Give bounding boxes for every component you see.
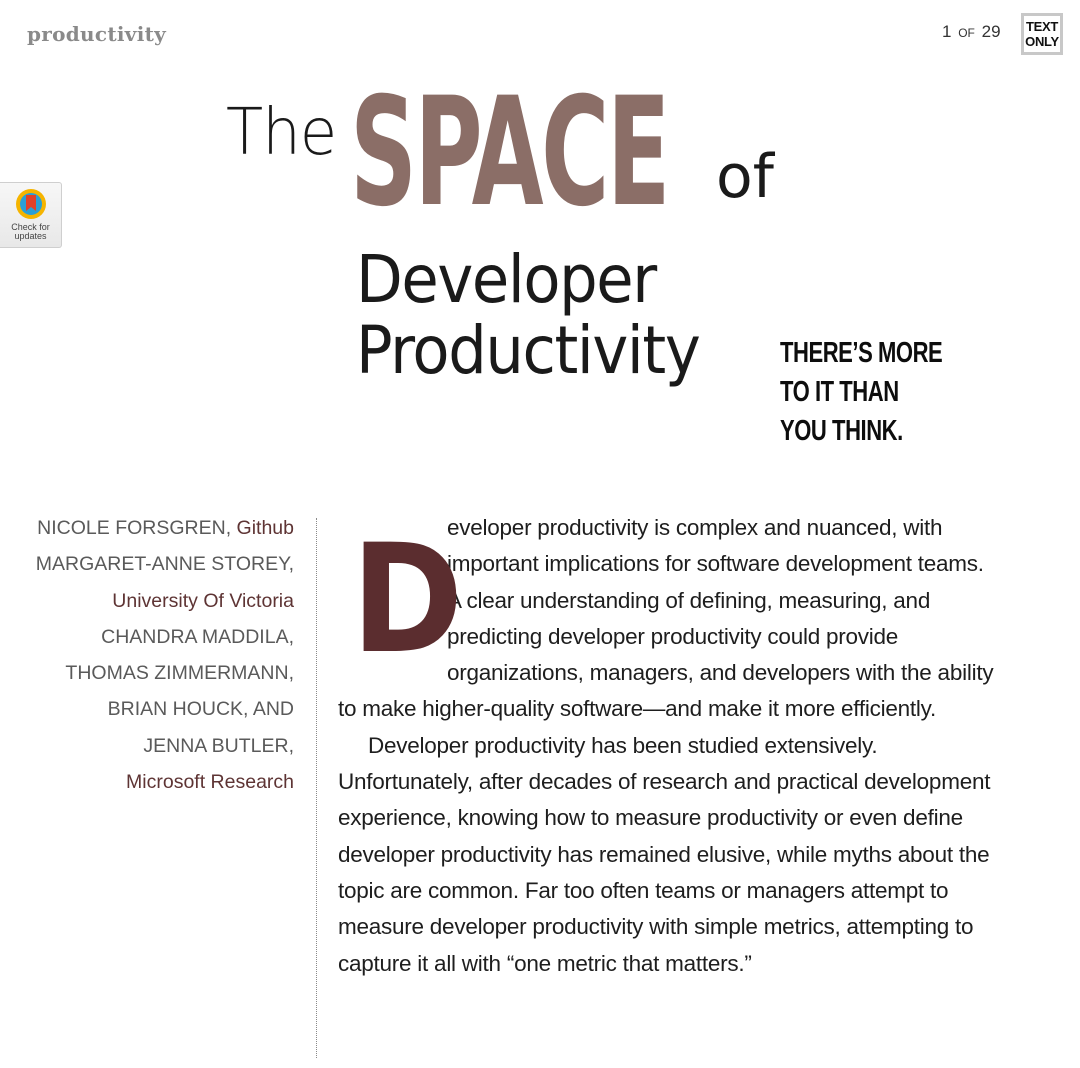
article-body [338, 510, 998, 982]
author-line [0, 655, 294, 691]
page-total: 29 [981, 22, 1001, 41]
check-updates-line2: updates [14, 231, 47, 241]
section-label: productivity [27, 22, 167, 46]
author-affiliation: University Of Victoria [112, 589, 294, 612]
author-name: CHANDRA MADDILA, [101, 625, 294, 648]
tagline-line: THERE’S MORE [780, 337, 943, 369]
text-only-line1: TEXT [1025, 19, 1059, 34]
title-space: SPACE [350, 66, 668, 240]
paragraph-text: eveloper productivity is complex and nuanced, with important implications for software development teams. A clear understanding of defining, measuring, and predicting developer productivity could provide organizations, managers, and developers with the ability to make higher-quality software—and make it more efficiently. [338, 515, 994, 722]
author-line [0, 691, 294, 727]
author-line [0, 728, 294, 764]
text-only-button[interactable] [1021, 13, 1063, 55]
title-line-developer: Developer [356, 241, 656, 318]
check-for-updates-button[interactable] [0, 182, 62, 248]
title-line-productivity: Productivity [356, 312, 700, 389]
author-list [0, 510, 294, 800]
author-line [0, 510, 294, 546]
drop-cap: D [345, 514, 433, 686]
column-divider [316, 518, 317, 1058]
tagline-line: YOU THINK. [780, 415, 903, 447]
author-name: JENNA BUTLER, [143, 734, 294, 757]
author-line [0, 619, 294, 655]
body-paragraph-1 [338, 510, 998, 728]
page-counter [942, 22, 1001, 42]
title-subtitle [356, 241, 700, 389]
tagline-line: TO IT THAN [780, 376, 899, 408]
author-affiliation: Microsoft Research [126, 771, 294, 794]
author-affiliation: Github [236, 517, 294, 539]
author-line [0, 546, 294, 582]
title-of: of [716, 142, 774, 212]
author-line [0, 583, 294, 619]
page-of-label: OF [958, 26, 975, 40]
check-updates-icon [14, 187, 48, 221]
author-name: NICOLE FORSGREN, [37, 517, 237, 539]
tagline [780, 334, 942, 451]
author-name: THOMAS ZIMMERMANN, [65, 662, 294, 685]
page-current: 1 [942, 22, 952, 41]
author-name: MARGARET-ANNE STOREY, [35, 553, 294, 576]
author-name: BRIAN HOUCK, AND [107, 698, 294, 721]
title-the: The [226, 96, 337, 170]
check-updates-line1: Check for [11, 222, 50, 232]
author-line [0, 764, 294, 800]
text-only-line2: ONLY [1025, 34, 1059, 49]
body-paragraph-2: Developer productivity has been studied extensively. Unfortunately, after decades of research and practical development experience, knowing how to measure productivity or even define developer productivity has remained elusive, while myths about the topic are common. Far too often teams or managers attempt to measure developer productivity with simple metrics, attempting to capture it all with “one metric that matters.” [338, 732, 991, 976]
